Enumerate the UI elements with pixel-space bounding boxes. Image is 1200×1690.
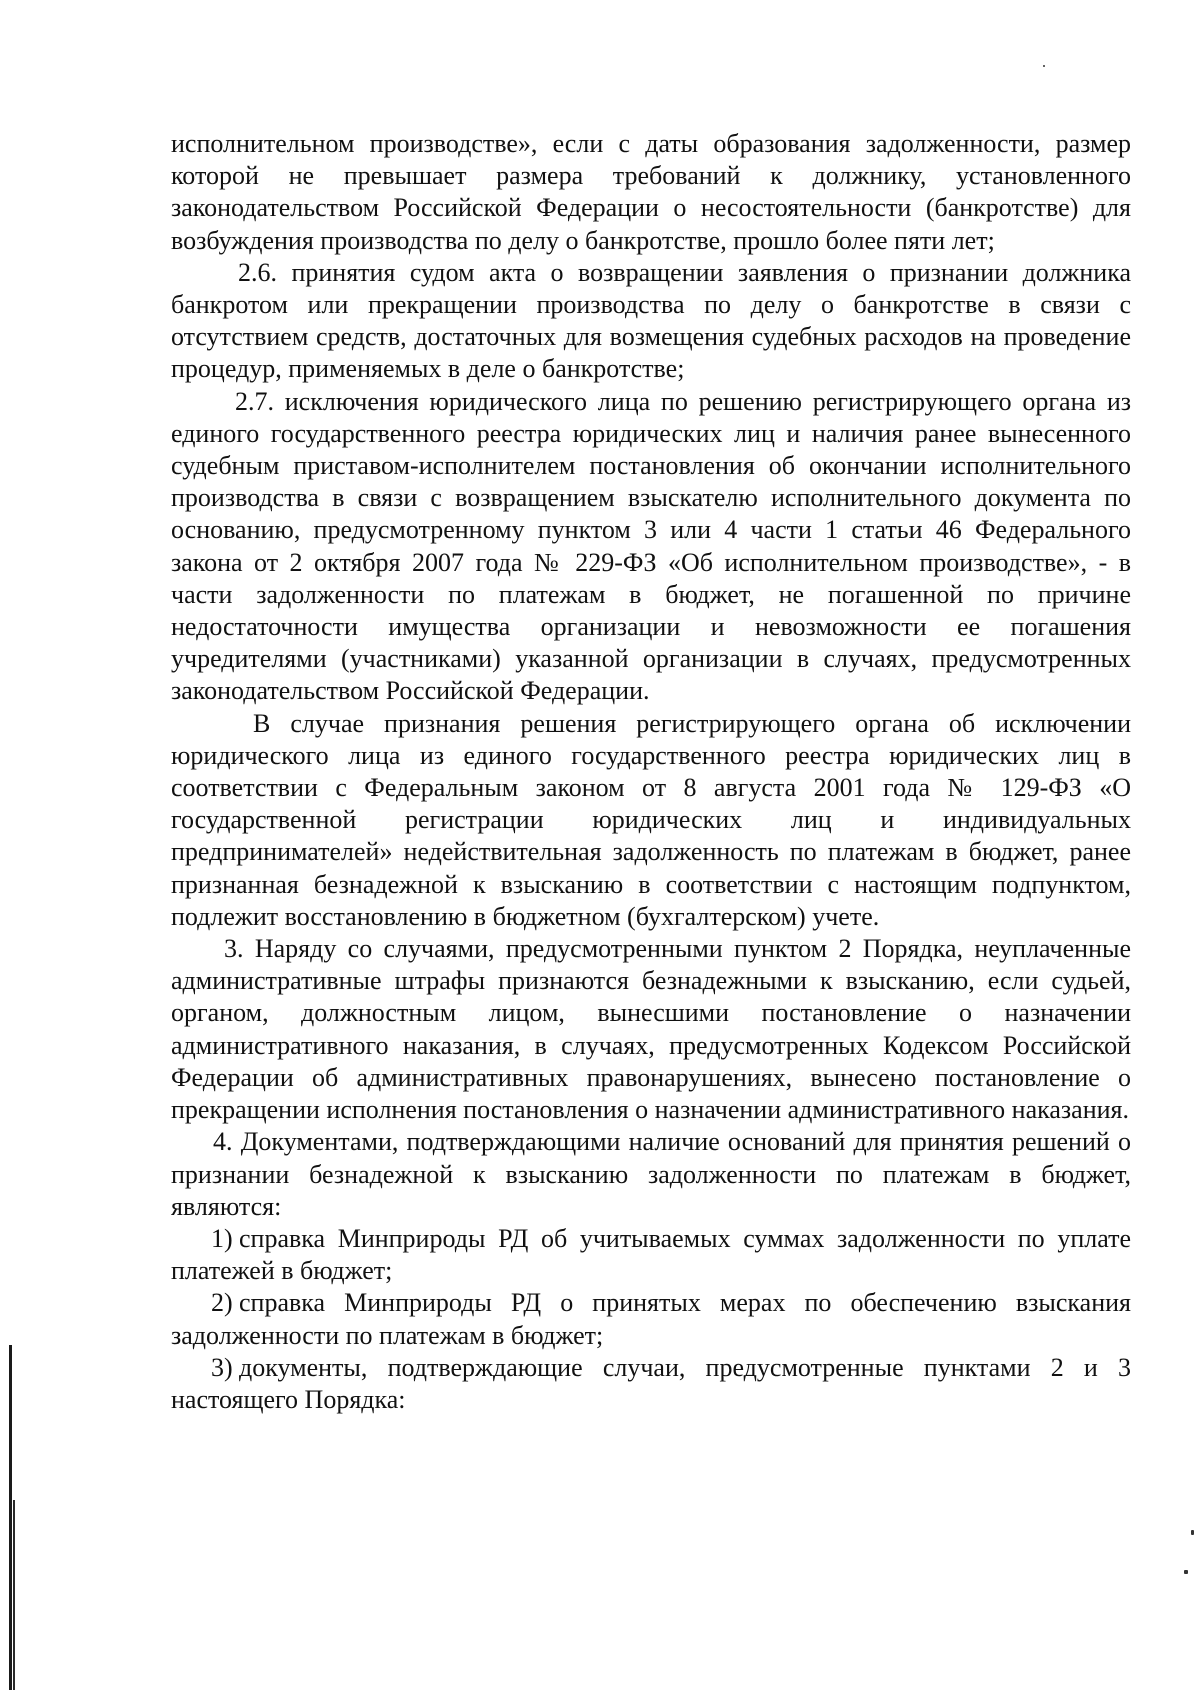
scan-speck (1043, 65, 1045, 67)
paragraph-invalid-exclusion-case: В случае признания решения регистрирующего органа об исключении юридического лица из единого государственного реестра юридических лиц в соответствии с Федеральным законом от 8 августа 2001 года № 129-ФЗ «О государственной регистрации юридических лиц и индивидуальных предпринимателей» недействительная задолженность по платежам в бюджет, ранее признанная безнадежной к взысканию в соответствии с настоящим подпунктом, подлежит восстановлению в бюджетном (бухгалтерском) учете. (171, 708, 1131, 931)
document-body (171, 128, 1131, 1416)
list-item-text: справка Минприроды РД о принятых мерах по обеспечению взыскания задолженности по платежам в бюджет; (171, 1288, 1131, 1350)
list-item (171, 1352, 1131, 1416)
paragraph-2-6: 2.6. принятия судом акта о возвращении заявления о признании должника банкротом или прекращении производства по делу о банкротстве в связи с отсутствием средств, достаточных для возмещения судебных расходов на проведение процедур, применяемых в деле о банкротстве; (171, 257, 1131, 384)
list-item (171, 1287, 1131, 1351)
scan-speck (1191, 1530, 1194, 1535)
list-item (171, 1223, 1131, 1287)
paragraph-2-7: 2.7. исключения юридического лица по решению регистрирующего органа из единого государственного реестра юридических лиц и наличия ранее вынесенного судебным приставом-исполнителем постановления об окончании исполнительного производства в связи с возвращением взыскателю исполнительного документа по основанию, предусмотренному пунктом 3 или 4 части 1 статьи 46 Федерального закона от 2 октября 2007 года № 229-ФЗ «Об исполнительном производстве», - в части задолженности по платежам в бюджет, не погашенной по причине недостаточности имущества организации и невозможности ее погашения учредителями (участниками) указанной организации в случаях, предусмотренных законодательством Российской Федерации. (171, 386, 1131, 706)
list-item-number: 2) (211, 1288, 233, 1318)
scan-left-edge-line (9, 1345, 12, 1690)
paragraph-4: 4. Документами, подтверждающими наличие оснований для принятия решений о признании безнадежной к взысканию задолженности по платежам в бюджет, являются: (171, 1127, 1131, 1221)
scan-speck (1184, 1570, 1188, 1574)
list-item-text: документы, подтверждающие случаи, предусмотренные пунктами 2 и 3 настоящего Порядка: (171, 1352, 1131, 1414)
paragraph-continuation: исполнительном производстве», если с даты образования задолженности, размер которой не превышает размера требований к должнику, установленного законодательством Российской Федерации о несостоятельности (банкротстве) для возбуждения производства по делу о банкротстве, прошло более пяти лет; (171, 129, 1131, 255)
list-item-number: 1) (211, 1223, 233, 1253)
scan-left-edge-shadow (13, 1500, 15, 1690)
list-item-number: 3) (211, 1352, 233, 1382)
list-item-text: справка Минприроды РД об учитываемых суммах задолженности по уплате платежей в бюджет; (171, 1223, 1131, 1286)
paragraph-3: 3. Наряду со случаями, предусмотренными пунктом 2 Порядка, неуплаченные административные штрафы признаются безнадежными к взысканию, если судьей, органом, должностным лицом, вынесшими постановление о назначении административного наказания, в случаях, предусмотренных Кодексом Российской Федерации об административных правонарушениях, вынесено постановление о прекращении исполнения постановления о назначении административного наказания. (171, 934, 1131, 1125)
